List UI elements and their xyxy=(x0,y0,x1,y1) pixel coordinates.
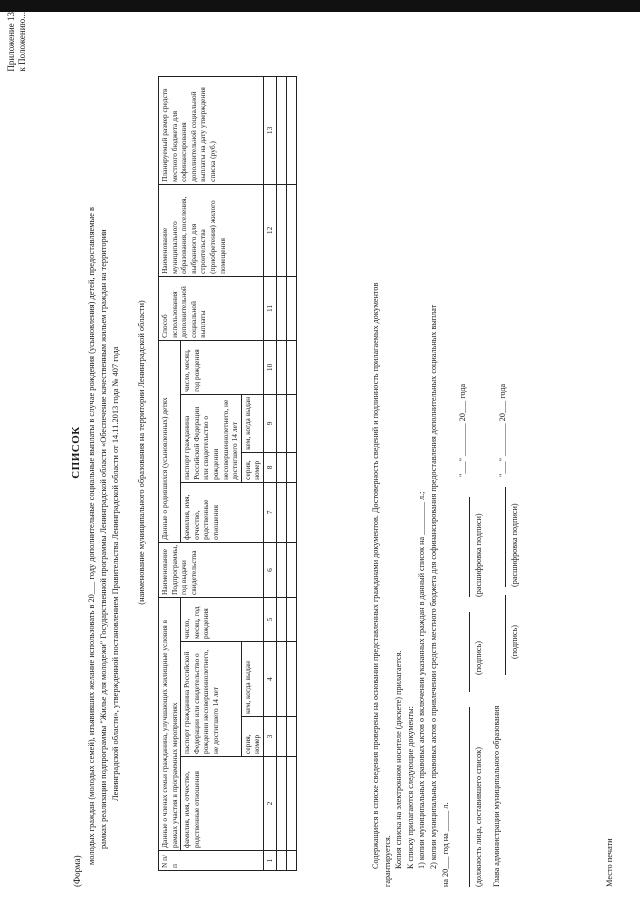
column-number: 1 xyxy=(263,851,276,871)
verification-text: Содержащиеся в списке сведения проверены на основании представленных гражданами документов. Достоверность сведений и подлинность прилагаемых документов xyxy=(371,282,380,869)
signature-date-2: "___" ________ 20___ года xyxy=(498,383,508,477)
position-caption: (должность лица, составившего список) xyxy=(474,747,484,887)
appendix-reference xyxy=(6,12,28,72)
column-number: 12 xyxy=(263,184,276,276)
header-birth: число, месяц, год рождения xyxy=(181,598,264,642)
signature-caption-1: (подпись) xyxy=(474,641,484,675)
attachments-heading: К списку прилагаются следующие документы: xyxy=(405,706,415,869)
header-num: N п/п xyxy=(159,851,264,871)
column-number: 9 xyxy=(263,394,276,452)
attachment-1: 1) копии муниципальных правовых актов о включении указанных граждан в данный список на ________ л.; xyxy=(417,491,427,869)
header-child-passport: паспорт гражданина Российской Федерации или свидетельство о рождении несовершеннолетнего, не достигшего 14 лет xyxy=(181,394,242,482)
intro-paragraph xyxy=(86,207,122,865)
signature-block-2 xyxy=(491,283,521,887)
stamp-place: Место печати xyxy=(605,838,614,887)
header-child-fio: фамилия, имя, отчество, родственные отношения xyxy=(181,482,264,542)
header-passport: паспорт гражданина Российской Федерации или свидетельство о рождении несовершеннолетнего, не достигшего 14 лет xyxy=(181,642,242,757)
column-number-row xyxy=(263,76,276,870)
header-municipality: Наименование муниципального образования, поселения, выбранного для строительства (приобретения) жилого помещения xyxy=(159,184,264,276)
signature-date-1: "___" ________ 20___ года xyxy=(458,383,468,477)
scan-edge-band xyxy=(0,0,640,12)
header-issued: кем, когда выдан xyxy=(241,642,263,717)
column-number: 10 xyxy=(263,340,276,394)
intro-line-3: Ленинградской области», утвержденной постановлением Правительства Ленинградской области от 14.11.2013 года № 407 года xyxy=(111,346,120,801)
head-of-administration-label: Глава администрации муниципального образования xyxy=(492,705,502,887)
column-number: 2 xyxy=(263,757,276,851)
header-child-birth: число, месяц, год рождения xyxy=(181,340,264,394)
form-label: (Форма) xyxy=(72,855,82,887)
decode-caption-1: (расшифровка подписи) xyxy=(474,513,484,597)
column-number: 5 xyxy=(263,598,276,642)
header-family-members: Данные о членах семьи гражданина, улучшающих жилищные условия в рамках участия в программных мероприятиях xyxy=(159,598,181,851)
header-row-1 xyxy=(159,76,181,870)
verification-text-end: гарантируется. xyxy=(382,835,392,887)
header-method: Способ использования дополнительной социальной выплаты xyxy=(159,276,264,340)
column-number: 3 xyxy=(263,717,276,757)
signature-block-1 xyxy=(457,283,487,887)
attachment-2: 2) копии муниципальных правовых актов о привлечении средств местного бюджета для софинансирования предоставления дополнительных социальных выплат xyxy=(428,304,438,869)
intro-line-2: рамках реализации подпрограммы "Жилье для молодежи" Государственной программы Ленинградской области «Обеспечение качественным жильем граждан на территории xyxy=(99,229,108,849)
signature-caption-2: (подпись) xyxy=(510,625,520,659)
header-child-issued: кем, когда выдан xyxy=(241,394,263,452)
header-fio: фамилия, имя, отчество, родственные отношения xyxy=(181,757,264,851)
appendix-line-2: к Положению... xyxy=(17,12,27,72)
families-table xyxy=(158,76,297,871)
attachment-2-end: на 20___ год на _____ л. xyxy=(440,802,450,887)
empty-row xyxy=(276,76,286,870)
column-number: 8 xyxy=(263,452,276,482)
column-number: 6 xyxy=(263,542,276,597)
column-number: 11 xyxy=(263,276,276,340)
appendix-line-1: Приложение 13 xyxy=(6,12,16,72)
header-amount: Планируемый размер средств местного бюджета для софинансирования дополнительной социальной выплаты на дату утверждения списка (руб.) xyxy=(159,76,264,184)
document-title: СПИСОК xyxy=(70,426,82,479)
municipality-caption: (наименование муниципального образования на территории Ленинградской области) xyxy=(137,300,146,605)
column-number: 4 xyxy=(263,642,276,717)
intro-line-1: молодых граждан (молодых семей), изъявивших желание использовать в 20___ году дополнительные социальные выплаты в случае рождения (усыновления) детей, предоставляемые в xyxy=(87,207,96,865)
column-number: 13 xyxy=(263,76,276,184)
decode-caption-2: (расшифровка подписи) xyxy=(510,503,520,587)
header-series: серия, номер xyxy=(241,717,263,757)
column-number: 7 xyxy=(263,482,276,542)
header-child-series: серия, номер xyxy=(241,452,263,482)
header-program: Наименование Подпрограммы, год выдачи свидетельства xyxy=(159,542,264,597)
electronic-copy-note: Копия списка на электронном носителе (дискете) прилагается. xyxy=(394,650,404,869)
header-children: Данные о родившихся (усыновленных) детях xyxy=(159,340,181,542)
verification-section xyxy=(370,283,521,887)
empty-row xyxy=(286,76,296,870)
